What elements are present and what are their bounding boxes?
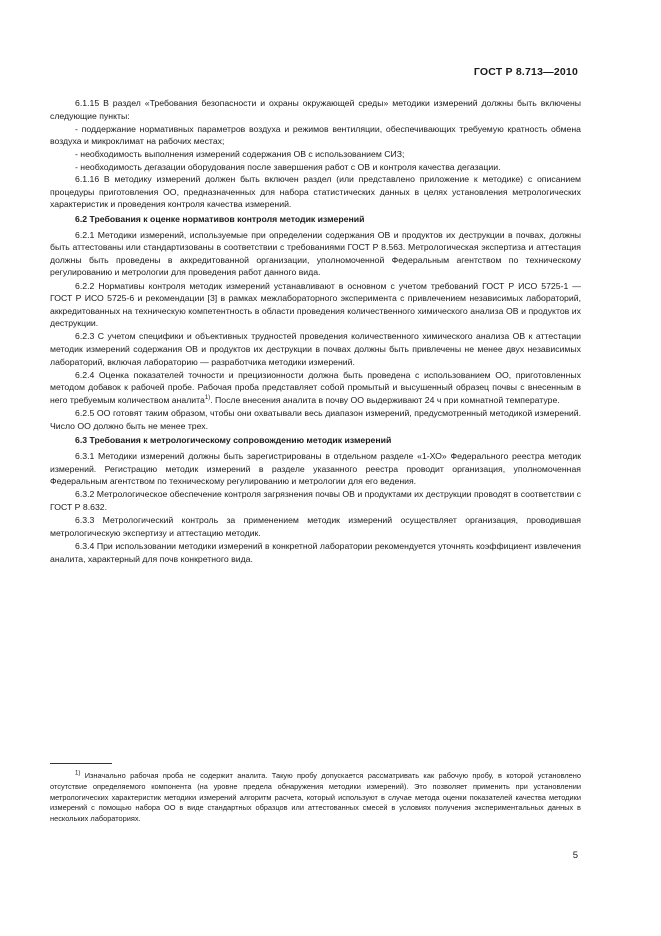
footnote-divider [50, 763, 112, 764]
section-heading-6-2: 6.2 Требования к оценке нормативов контроля методик измерений [75, 213, 365, 224]
main-text [50, 97, 581, 566]
paragraph-6-2-1: 6.2.1 Методики измерений, используемые при определении содержания ОВ и продуктов их деструкции в почвах, должны быть аттестованы или стандартизованы в соответствии с требованиями ГОСТ Р 8.563. Метрологическая экспертиза и аттестация должны быть проведены в аккредитованной организации, уполномоченной Федеральным агентством по техническому регулированию и метрологии для проведения работ данного вида. [50, 229, 581, 278]
footnote-text: Изначально рабочая проба не содержит аналита. Такую пробу допускается рассматривать как рабочую пробу, в которой установлено отсутствие определяемого компонента (на уровне предела обнаружения методики измерений). Это позволяет применить при установлении метрологических характеристик методики измерений алгоритм расчета, который используют в случае метода оценки показателей качества методики измерений с помощью набора ОО в виде стандартных образцов или аттестованных смесей в условиях получения экспериментальных данных в нескольких лабораториях. [50, 771, 581, 824]
paragraph-6-3-3: 6.3.3 Метрологический контроль за применением методик измерений осуществляет организация, проводившая метрологическую экспертизу и аттестацию методик. [50, 515, 581, 538]
list-item: - необходимость дегазации оборудования после завершения работ с ОВ и контроля качества дегазации. [75, 161, 501, 172]
paragraph-6-1-16: 6.1.16 В методику измерений должен быть включен раздел (или представлено приложение к методике) с описанием процедуры приготовления ОО, предназначенных для набора статистических данных в целях установления метрологических характеристик и проведения контроля качества измерений. [50, 174, 581, 210]
document-header: ГОСТ Р 8.713—2010 [473, 66, 578, 78]
section-heading-6-3: 6.3 Требования к метрологическому сопровождению методик измерений [75, 435, 392, 446]
paragraph-6-2-4-text-end: . После внесения аналита в почву ОО выдерживают 24 ч при комнатной температуре. [210, 395, 560, 406]
paragraph-6-2-5: 6.2.5 ОО готовят таким образом, чтобы они охватывали весь диапазон измерений, предусмотренный методикой измерений. Число ОО должно быть не менее трех. [50, 408, 581, 431]
footnote [50, 771, 581, 825]
paragraph-6-2-4-text: 6.2.4 Оценка показателей точности и прецизионности должна быть проведена с использованием ОО, приготовленных методом добавок к рабочей пробе. Рабочая проба представляет собой промытый и высушенный образец почвы с внесенным в него требуемым количеством аналита [50, 369, 581, 406]
paragraph-6-3-4: 6.3.4 При использовании методики измерений в конкретной лаборатории рекомендуется уточнять коэффициент извлечения аналита, характерный для почв конкретного вида. [50, 540, 581, 564]
paragraph-6-1-15: 6.1.15 В раздел «Требования безопасности и охраны окружающей среды» методики измерений должны быть включены следующие пункты: [50, 98, 581, 121]
paragraph-6-3-2: 6.3.2 Метрологическое обеспечение контроля загрязнения почвы ОВ и продуктами их деструкции проводят в соответствии с ГОСТ Р 8.632. [50, 489, 581, 512]
list-item: - необходимость выполнения измерений содержания ОВ с использованием СИЗ; [75, 148, 405, 159]
page-number: 5 [572, 850, 578, 861]
list-item: - поддержание нормативных параметров воздуха и режимов вентиляции, обеспечивающих требуемую кратность обмена воздуха и микроклимат на рабочих местах; [50, 123, 581, 147]
paragraph-6-2-4 [50, 369, 581, 407]
paragraph-6-2-2: 6.2.2 Нормативы контроля методик измерений устанавливают в основном с учетом требований ГОСТ Р ИСО 5725-1 — ГОСТ Р ИСО 5725-6 и рекомендации [3] в рамках межлабораторного эксперимента с привлечением независимых лабораторий, аккредитованных на техническую компетентность в области проведения количественного химического анализа ОВ и продуктов их деструкции. [50, 280, 581, 329]
footnote-body [50, 771, 581, 825]
footnote-reference: 1) [204, 395, 211, 402]
paragraph-6-3-1: 6.3.1 Методики измерений должны быть зарегистрированы в отдельном разделе «1-ХО» Федерального реестра методик измерений. Регистрацию методик измерений в разделе указанного реестра проводит организация, уполномоченная Федеральным агентством по техническому регулированию и метрологии для его ведения. [50, 451, 581, 487]
paragraph-6-2-3: 6.2.3 С учетом специфики и объективных трудностей проведения количественного химического анализа ОВ к аттестации методик измерений содержания ОВ и продуктов их деструкции в почвах должны быть привлечены не менее двух независимых лабораторий, включая лабораторию — разработчика методики измерений. [50, 331, 581, 367]
footnote-marker: 1) [75, 770, 81, 777]
